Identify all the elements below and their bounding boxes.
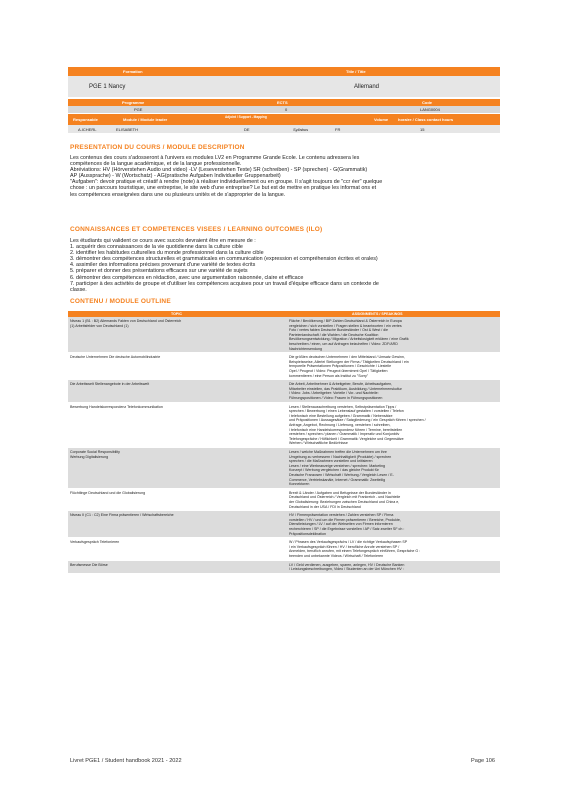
assignment-cell [289, 382, 498, 400]
horaire-label: horaire / Class contact hours [398, 117, 454, 122]
outcome-line: 7. participer à des activités de groupe et d'utiliser les compétences acquises pour un travail d'équipe efficace dans un contexte de [70, 280, 379, 287]
assignment-line: Bevölkerungsentwicklung / Migration / Arbeitslosigkeit erklären / eine Grafik [289, 337, 409, 342]
assignment-line: Konzept / Werbung vergleichen / das gleiche Produkt für [289, 468, 379, 473]
assignment-cell [289, 450, 498, 487]
assignment-line: Werben / Wirtschaftliche Bedürfnisse [289, 441, 348, 446]
assignment-line: Die Arbeit, Arbeitnehmer & Arbeitgeber, Berufe, Arbeitsaufgaben, [289, 382, 393, 387]
presentation-line: les compétences enseignées dans une ou plusieurs unités et de s'approprier de la langue. [70, 191, 286, 198]
de-value: DE [244, 127, 250, 132]
footer-page-number: Page 106 [471, 758, 495, 764]
header-formation-band [68, 67, 500, 76]
topic-line: Flüchtlinge Deutschland und die Globalisierung [70, 490, 146, 495]
leader-value: ELISABETH [116, 127, 139, 132]
assignment-line: sprechen / Bewerbung / einen Lebenslauf gestalten / vorstellen / Telefon [289, 409, 404, 414]
outcome-line: 3. démontrer des compétences structurelles et grammaticales en communication (expression et compréhension écrites et orales) [70, 256, 378, 263]
assignment-line: temporelle Präsentationen Präpositionen / Geschichte / Liestelle [289, 364, 392, 369]
assignment-line: Foto / vertes fakten Deutsche Bundesländer / Ost & West / die [289, 328, 389, 333]
header-programme-row [68, 106, 500, 113]
assignment-line: beschreiben / einen, um auf Anfragen beizuhelfen / Video: ZDF/ARD [289, 341, 398, 346]
outcome-line: 2. identifier les habitudes culturelles du monde professionnel dans la culture cible [70, 250, 264, 257]
assignment-line: Dienstleistungen / LV / auf der Webseiten von Firmen informieren [289, 522, 393, 527]
presentation-text [70, 155, 500, 198]
topic-line: (1) Arbeitsfelder von Deutschland (1) [70, 323, 129, 328]
assignment-line: LV / Geld verdienen, ausgeben, sparen, anlegen, HV / Deutsche Banken [289, 562, 405, 567]
assignment-line: Anmelden, beruflich anrufen, mit einem Telefongespräch einführen, Gespräche G : [289, 549, 421, 554]
header-title-row [68, 76, 500, 97]
responsable-label: Responsable [73, 117, 98, 122]
assignment-line: kommentieren / eine Person als Institut zu "Sorry" [289, 373, 369, 378]
assignment-line: vorstellen / HV / und um die Firmen präsentieren / Bereiche, Produkte, [289, 517, 401, 522]
assignment-line: Telefongespräche / Höflichkeit / Grammatik: Vergleiche und Gegensätze [289, 436, 404, 441]
header-programme-band [68, 99, 500, 106]
topic-cell [70, 450, 280, 459]
title-label: Title / Title [346, 69, 366, 74]
assignment-line: Nachrichtensendung [289, 346, 322, 351]
outline-row [68, 317, 500, 353]
assignment-cell [289, 540, 498, 558]
assignment-line: und Präpositionen / Aussagesätze / Satzgliederung / ein Gespräch führen / sprechen / [289, 418, 426, 423]
assignment-cell [289, 513, 498, 536]
assignment-line: / telefonisch eine Bestellung aufgeben / Grammatik / Nebensätze [289, 413, 393, 418]
assignment-line: Lesen / Stellenausschreibung verstehen, Selbstpräsentation Tipps / [289, 404, 397, 409]
outline-table [68, 311, 500, 574]
assignment-line: Anfrage, Angebot, Rechnung / Lieferung, verstehen / schreiben, [289, 422, 391, 427]
topic-cell [70, 513, 280, 518]
footer-handbook: Livret PGE1 / Student handbook 2021 - 2022 [70, 758, 182, 764]
programme-value: PGE [134, 107, 143, 112]
topic-line: Corporate Social Responsibility [70, 449, 120, 454]
topic-line: Verkaufsgespräch Telefonieren [70, 540, 120, 545]
module-leader-label: Module / Module leader [123, 117, 168, 122]
assignment-line: der Globalisierung: Beziehungen zwischen Deutschland und China e, [289, 499, 400, 504]
outline-row [68, 380, 500, 402]
presentation-title: PRESENTATION DU COURS / MODULE DESCRIPTION [70, 144, 245, 151]
outcome-line: 6. démontrer des compétences en rédaction, avec une argumentation raisonnée, claire et efficace [70, 274, 304, 281]
coordination-label: Adjoint / Support - Mapping [225, 115, 267, 119]
assignment-line: Mitarbeiter einstellen, das Praktikum, Ausbildung / Unternehmenskultur [289, 386, 402, 391]
assignment-line: Führungspositionen / Video: Frauen in Führungspositionen [289, 395, 383, 400]
formation-value: PGE 1 Nancy [89, 84, 126, 90]
outcome-line: Les étudiants qui valident ce cours avec succès devraient être en mesure de : [70, 238, 256, 244]
programme-label: Programme [122, 100, 145, 105]
topic-line: Bewerbung Handelskorrespondenz Telefonkommunikation [70, 404, 163, 409]
assignment-line: Brexit & Länder / Aufgaben und Befugnisse der Bundesländer in [289, 490, 391, 495]
assignment-cell [289, 491, 498, 509]
assignment-line: Deutschland in der USA / FDI in Deutschland [289, 504, 361, 509]
assignment-line: vergleichen / sich vorstellen / Fragen stellen & beantworten / ein vertes [289, 323, 402, 328]
outcome-line: classe. [70, 286, 87, 293]
assignment-line: / telefonisch eine Handelskorrespondenz führen / Termine, bereitstellen [289, 427, 403, 432]
outline-row [68, 561, 500, 574]
presentation-line: compétences de la langue académique, et de la langue professionnelle. [70, 161, 242, 168]
assignment-line: Fläche / Bevölkerung / BIP Zahlen Deutschland & Österreich in Europa [289, 319, 402, 323]
code-label: Code [422, 100, 432, 105]
outline-row [68, 403, 500, 448]
topic-cell [70, 382, 280, 387]
topic-cell [70, 319, 280, 328]
assignment-line: Deutschland und Österreich / Vergleich mit Frankreich - und Nachteile [289, 495, 401, 500]
presentation-line: AP (Aussprache) - W (Wortschatz) - AG(pratische Aufgaben Individueller Gruppenarbeit) [70, 173, 281, 180]
assignment-line: Opel / Peugeot / Video: Peugeot übernimmt Opel / Tätigkeiten [289, 368, 388, 373]
assignment-line: Lesen / eine Werbeanzeige verstehen / sprechen: Marketing [289, 463, 386, 468]
outline-title: CONTENU / MODULE OUTLINE [70, 298, 171, 305]
assignment-cell [289, 319, 498, 351]
topic-line: Werbung Digitalisierung [70, 454, 109, 459]
topic-column-header: TOPIC [171, 312, 182, 316]
assignment-cell [289, 405, 498, 446]
outline-row [68, 353, 500, 380]
outcomes-text [70, 238, 500, 293]
ects-label: ECTS [277, 100, 288, 105]
syllabus-label: Syllabus [293, 127, 309, 132]
assignment-line: Die größten deutschen Unternehmen / den Mittelstand / Umsatz Gewinn, [289, 355, 405, 360]
topic-cell [70, 563, 280, 568]
assignment-line: / Leistungsbeschreibungen, Video / Studenten an der Uni München HV : [289, 567, 404, 572]
topic-line: Berufsmesse Die Börse [70, 562, 108, 567]
code-value: LANG0004 [420, 107, 440, 112]
topic-cell [70, 355, 280, 360]
responsable-value: A.ICHERL [78, 127, 97, 132]
volume-label: Volume [374, 117, 389, 122]
topic-line: Die Arbeitswelt Stellenangebote in der Arbeitswelt [70, 382, 150, 387]
presentation-line: chose : un parcours touristique, une entreprise, le site web d'une entreprise? Le but est de mettre en pratique les informat ons et [70, 185, 377, 192]
outcome-line: 4. assimiler des informations précises provenant d'une variété de textes écrits [70, 262, 256, 269]
assignment-line: W / Phrasen des Verkaufsgesprächs / LV / die richtige Verkaufsphasen SP [289, 540, 408, 545]
outcome-line: 5. préparer et donner des présentations efficaces sur une variété de sujets [70, 268, 248, 275]
assignment-cell [289, 563, 498, 572]
assignment-line: Umgebung zu verbessern / Nachhaltigkeit (Produkte) / sprechen [289, 454, 392, 459]
presentation-line: Les contenus des cours s'adosseront à l'univers es modules LV2 en Programme Grande Ecole. Le contenu adressera les [70, 155, 360, 161]
assignment-line: Lesen / welche Maßnahmen treffen die Unternehmen um ihre [289, 449, 387, 454]
topic-line: Deutsche Unternehmen Die deutsche Automobilindustrie [70, 355, 161, 360]
assignment-line: sprechen / die Maßnahmen vorstellen und kritisieren [289, 459, 373, 464]
ects-value: 0 [285, 107, 288, 112]
assignment-line: Commerce, Vertriebskanäle, Internet / Grammatik: Zweiteilig [289, 477, 386, 482]
outline-row [68, 538, 500, 560]
header-responsable-row [68, 125, 500, 133]
outcomes-title: CONNAISSANCES ET COMPETENCES VISEES / LEARNING OUTCOMES (ILO) [70, 226, 323, 233]
topic-cell [70, 405, 280, 410]
assignment-cell [289, 355, 498, 378]
assignment-line: recherchieren / SP / die Ergebnisse vorstellen / AP / Satz zweiter SF ch : [289, 526, 405, 531]
topic-line: Niveau II (C1 : C2) Eine Firma präsentieren / Wirtschaftsbereiche [70, 513, 174, 518]
assignment-line: / ein Verkaufsgespräch führen / HV / berufliche Anrufe verstehen SP / [289, 544, 400, 549]
topic-line: Niveau 1 (B1 : B2) Allemands Fakten von Deutschland und Österreich [70, 319, 182, 323]
outcome-line: 1. acquérir des connaissances de la vie quotidienne dans la culture cible [70, 244, 243, 251]
presentation-line: "Aufgaben": devoir pratique et créatif à rendre (note) à réaliser individuellement ou en groupe. Il s'agit toujours de "ccr éer" quelque [70, 179, 383, 186]
assignment-line: Präpositionsdeklination [289, 531, 326, 536]
outline-rows [68, 317, 500, 574]
syllabus-value: FR [335, 127, 341, 132]
assignment-line: verstehen / sprechen / planen / Grammatik / Imperativ und Konjunktiv [289, 432, 400, 437]
presentation-line: Abréviations: HV (Hörverstehen Audio und video) -LV (Leseverstehen Texte) SR (schreiben) - SP (sprechen) - G(Grammatik) [70, 167, 368, 174]
formation-label: Formation [123, 69, 143, 74]
header-responsable-band [68, 114, 500, 125]
topic-cell [70, 491, 280, 496]
outline-row [68, 448, 500, 489]
hours-value: 15 [420, 127, 425, 132]
title-value: Allemand [354, 84, 380, 90]
outline-row [68, 489, 500, 511]
topic-cell [70, 540, 280, 545]
outline-row [68, 511, 500, 538]
assignment-line: Deutsche Franzosen / Wirtschaft / Werbung / Vergleich Lesen / E- [289, 472, 394, 477]
assignment-line: beenden und unbekannte Videos / Wirtschaft / Telefonieren [289, 553, 384, 558]
assignment-line: / Video: Jobs / Arbeitgeber: Vorteile / Vor- und Nachteile: [289, 391, 379, 396]
assignment-line: Parteienlandschaft / die Wahlen / die Deutsche Koalition [289, 332, 379, 337]
assignments-column-header: ASSIGNMENTS / SPEAKINGS [352, 312, 403, 316]
assignment-line: HV / Firmenpräsentation verstehen / Zahlen verstehen SP / Firma [289, 513, 394, 518]
assignment-line: Beispielsweise, Allerlei Stellungen der Firma / Tätigkeiten Deutschland / ein [289, 359, 409, 364]
assignment-line: Konnektoren [289, 482, 310, 487]
